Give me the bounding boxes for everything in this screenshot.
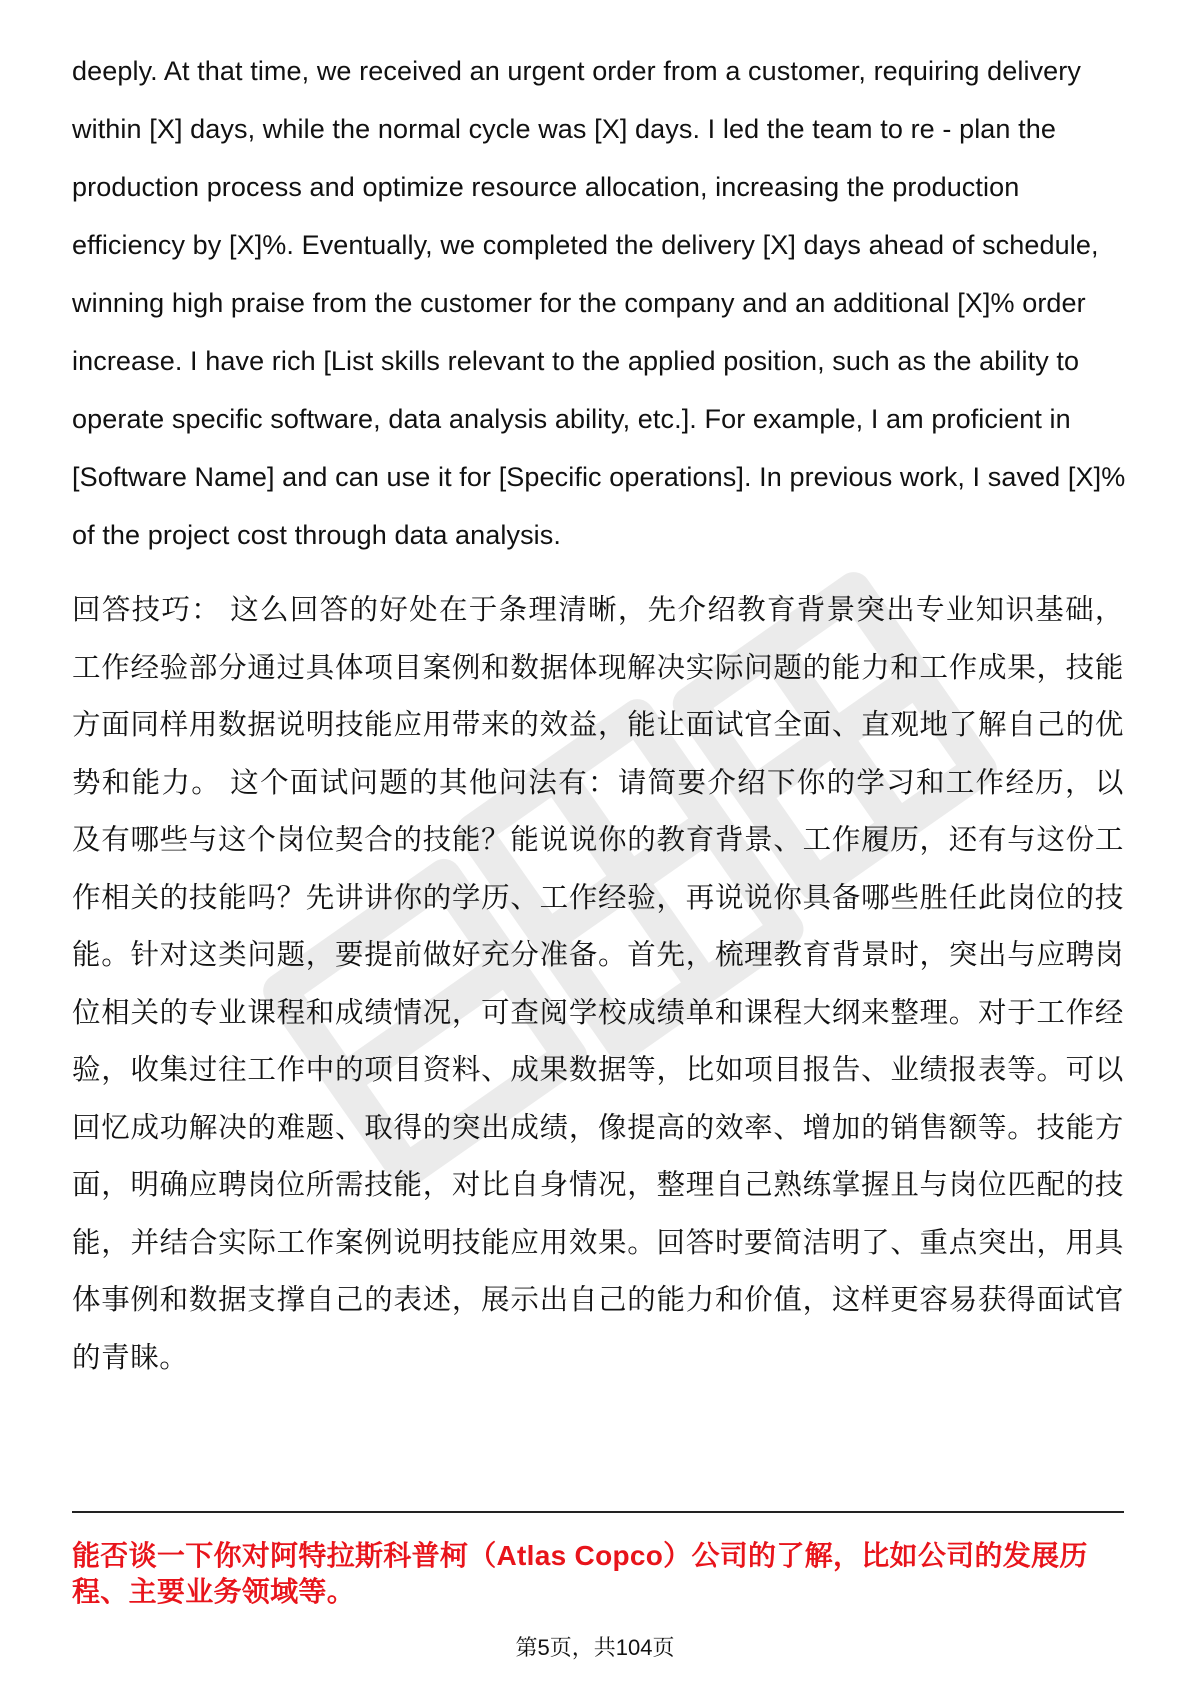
section-divider [72, 1511, 1124, 1513]
next-question-heading: 能否谈一下你对阿特拉斯科普柯（Atlas Copco）公司的了解，比如公司的发展历程、主要业务领域等。 [72, 1540, 1088, 1607]
main-content [72, 42, 1127, 1387]
page-number-footer: 第5页，共104页 [515, 1635, 675, 1660]
answer-tips-paragraph: 回答技巧： 这么回答的好处在于条理清晰，先介绍教育背景突出专业知识基础，工作经验部分通过具体项目案例和数据体现解决实际问题的能力和工作成果，技能方面同样用数据说明技能应用带来的效益，能让面试官全面、直观地了解自己的优势和能力。 这个面试问题的其他问法有：请简要介绍下你的学习和工作经历，以及有哪些与这个岗位契合的技能？能说说你的教育背景、工作履历，还有与这份工作相关的技能吗？先讲讲你的学历、工作经验，再说说你具备哪些胜任此岗位的技能。针对这类问题，要提前做好充分准备。首先，梳理教育背景时，突出与应聘岗位相关的专业课程和成绩情况，可查阅学校成绩单和课程大纲来整理。对于工作经验，收集过往工作中的项目资料、成果数据等，比如项目报告、业绩报表等。可以回忆成功解决的难题、取得的突出成绩，像提高的效率、增加的销售额等。技能方面，明确应聘岗位所需技能，对比自身情况，整理自己熟练掌握且与岗位匹配的技能，并结合实际工作案例说明技能应用效果。回答时要简洁明了、重点突出，用具体事例和数据支撑自己的表述，展示出自己的能力和价值，这样更容易获得面试官的青睐。 [72, 594, 1124, 1374]
answer-paragraph: deeply. At that time, we received an urgent order from a customer, requiring delivery within [X] days, while the normal cycle was [X] days. I led the team to re - plan the production process and optimize resource allocation, increasing the production efficiency by [X]%. Eventually, we completed the delivery [X] days ahead of schedule, winning high praise from the customer for the company and an additional [X]% order increase. I have rich [List skills relevant to the applied position, such as the ability to operate specific software, data analysis ability, etc.]. For example, I am proficient in [Software Name] and can use it for [Specific operations]. In previous work, I saved [X]% of the project cost through data analysis. [72, 56, 1126, 550]
